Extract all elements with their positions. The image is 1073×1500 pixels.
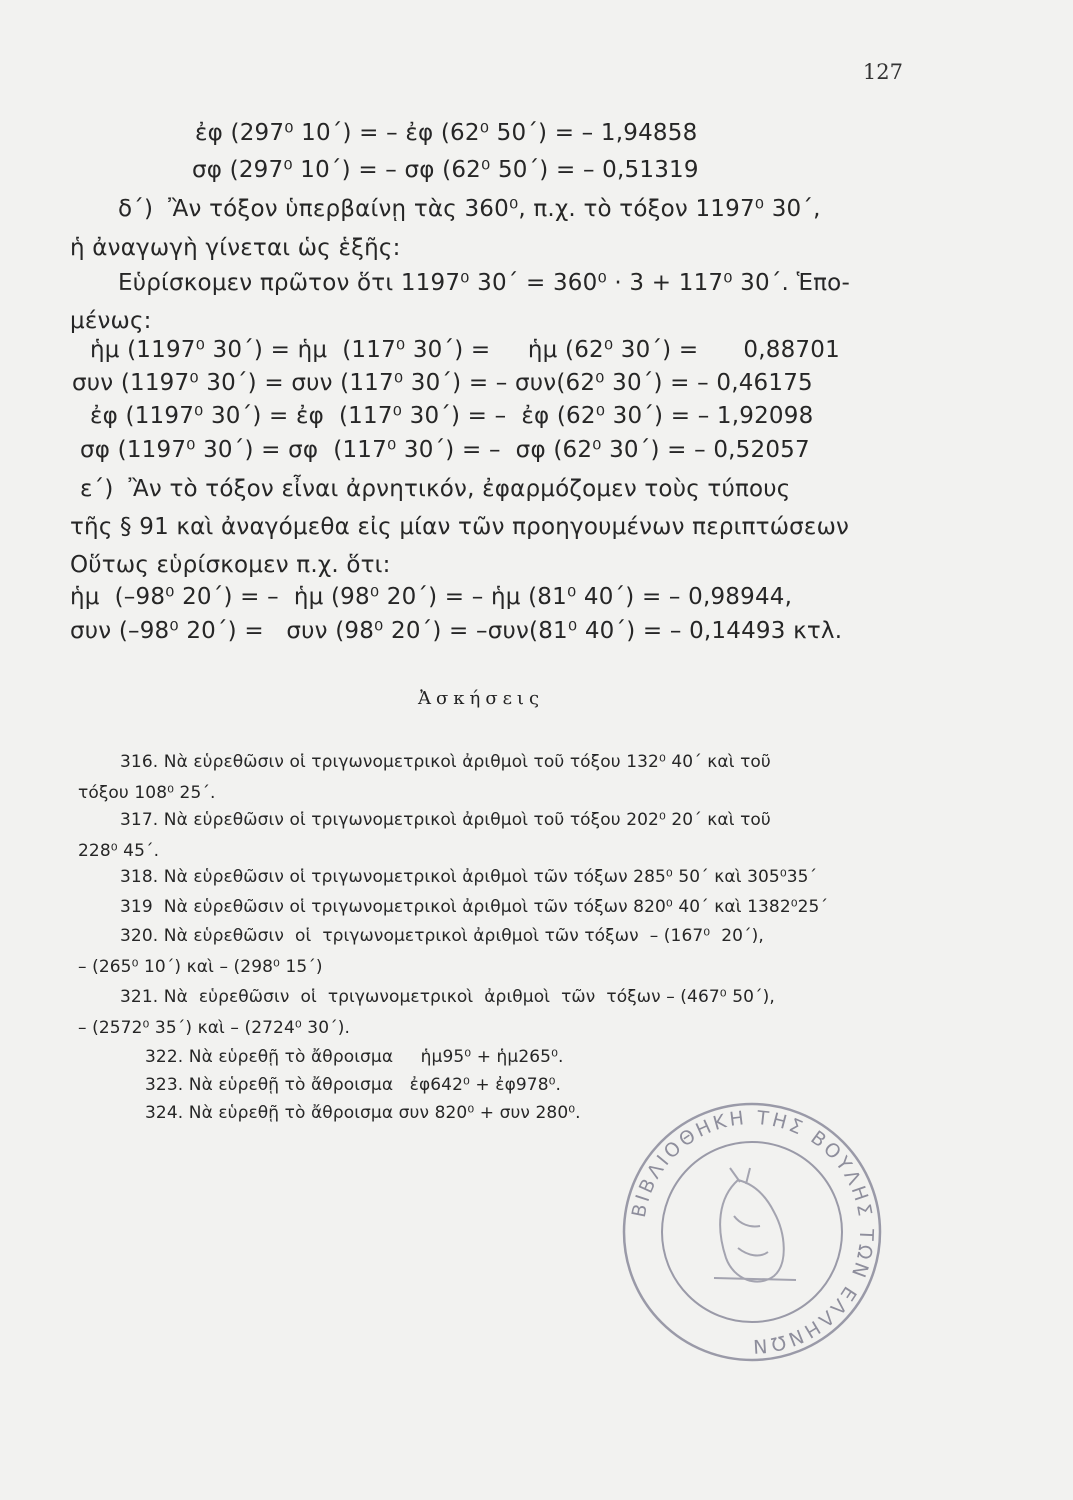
text-line: Οὕτως εὑρίσκομεν π.χ. ὅτι: xyxy=(70,552,391,578)
text-line: ἐφ (297⁰ 10΄) = – ἐφ (62⁰ 50΄) = – 1,94858 xyxy=(195,120,698,146)
text-line: δ΄) Ἂν τόξον ὑπερβαίνῃ τὰς 360⁰, π.χ. τὸ τόξον 1197⁰ 30΄, xyxy=(118,196,821,222)
text-line: σφ (1197⁰ 30΄) = σφ (117⁰ 30΄) = – σφ (62⁰ 30΄) = – 0,52057 xyxy=(80,437,810,463)
exercises-heading: Ἀσκήσεις xyxy=(418,688,545,709)
stamp-text: ΒΙΒΛΙΟΘΗΚΗ ΤΗΣ ΒΟΥΛΗΣ ΤΩΝ ΕΛΛΗΝΩΝ xyxy=(627,1106,878,1358)
owl-emblem-icon xyxy=(714,1168,796,1282)
text-line: συν (1197⁰ 30΄) = συν (117⁰ 30΄) = – συν(62⁰ 30΄) = – 0,46175 xyxy=(72,370,813,396)
exercise-line: τόξου 108⁰ 25΄. xyxy=(78,783,216,803)
stamp-inner-ring xyxy=(662,1142,842,1322)
exercise-line: 318. Νὰ εὑρεθῶσιν οἱ τριγωνομετρικοὶ ἀριθμοὶ τῶν τόξων 285⁰ 50΄ καὶ 305⁰35΄ xyxy=(120,867,818,887)
text-line: ε΄) Ἂν τὸ τόξον εἶναι ἀρνητικόν, ἐφαρμόζομεν τοὺς τύπους xyxy=(80,476,791,502)
exercise-line: 320. Νὰ εὑρεθῶσιν οἱ τριγωνομετρικοὶ ἀριθμοὶ τῶν τόξων – (167⁰ 20΄), xyxy=(120,926,764,946)
exercise-line: 322. Νὰ εὑρεθῇ τὸ ἄθροισμα ἡμ95⁰ + ἡμ265⁰. xyxy=(145,1047,564,1067)
text-line: συν (–98⁰ 20΄) = συν (98⁰ 20΄) = –συν(81⁰ 40΄) = – 0,14493 κτλ. xyxy=(70,618,843,644)
exercise-line: 324. Νὰ εὑρεθῇ τὸ ἄθροισμα συν 820⁰ + συν 280⁰. xyxy=(145,1103,581,1123)
text-line: μένως: xyxy=(70,308,152,334)
text-line: ἡ ἀναγωγὴ γίνεται ὡς ἑξῆς: xyxy=(70,235,401,261)
text-line: σφ (297⁰ 10΄) = – σφ (62⁰ 50΄) = – 0,51319 xyxy=(192,157,699,183)
exercise-line: 323. Νὰ εὑρεθῇ τὸ ἄθροισμα ἐφ642⁰ + ἐφ978⁰. xyxy=(145,1075,562,1095)
text-line: ἡμ (–98⁰ 20΄) = – ἡμ (98⁰ 20΄) = – ἡμ (81⁰ 40΄) = – 0,98944, xyxy=(70,584,793,610)
exercise-line: 319 Νὰ εὑρεθῶσιν οἱ τριγωνομετρικοὶ ἀριθμοὶ τῶν τόξων 820⁰ 40΄ καὶ 1382⁰25΄ xyxy=(120,897,829,917)
text-line: τῆς § 91 καὶ ἀναγόμεθα εἰς μίαν τῶν προηγουμένων περιπτώσεων xyxy=(70,514,850,540)
exercise-line: – (265⁰ 10΄) καὶ – (298⁰ 15΄) xyxy=(78,957,323,977)
library-stamp xyxy=(618,1098,886,1366)
exercise-line: 321. Νὰ εὑρεθῶσιν οἱ τριγωνομετρικοὶ ἀριθμοὶ τῶν τόξων – (467⁰ 50΄), xyxy=(120,987,775,1007)
exercise-line: 228⁰ 45΄. xyxy=(78,841,160,861)
text-line: ἡμ (1197⁰ 30΄) = ἡμ (117⁰ 30΄) = ἡμ (62⁰ 30΄) = 0,88701 xyxy=(90,337,840,363)
exercise-line: 317. Νὰ εὑρεθῶσιν οἱ τριγωνομετρικοὶ ἀριθμοὶ τοῦ τόξου 202⁰ 20΄ καὶ τοῦ xyxy=(120,810,771,830)
page-number: 127 xyxy=(862,60,903,84)
exercise-line: 316. Νὰ εὑρεθῶσιν οἱ τριγωνομετρικοὶ ἀριθμοὶ τοῦ τόξου 132⁰ 40΄ καὶ τοῦ xyxy=(120,752,771,772)
text-line: ἐφ (1197⁰ 30΄) = ἐφ (117⁰ 30΄) = – ἐφ (62⁰ 30΄) = – 1,92098 xyxy=(90,403,814,429)
exercise-line: – (2572⁰ 35΄) καὶ – (2724⁰ 30΄). xyxy=(78,1018,350,1038)
text-line: Εὑρίσκομεν πρῶτον ὅτι 1197⁰ 30΄ = 360⁰ · 3 + 117⁰ 30΄. Ἑπο- xyxy=(118,270,850,296)
